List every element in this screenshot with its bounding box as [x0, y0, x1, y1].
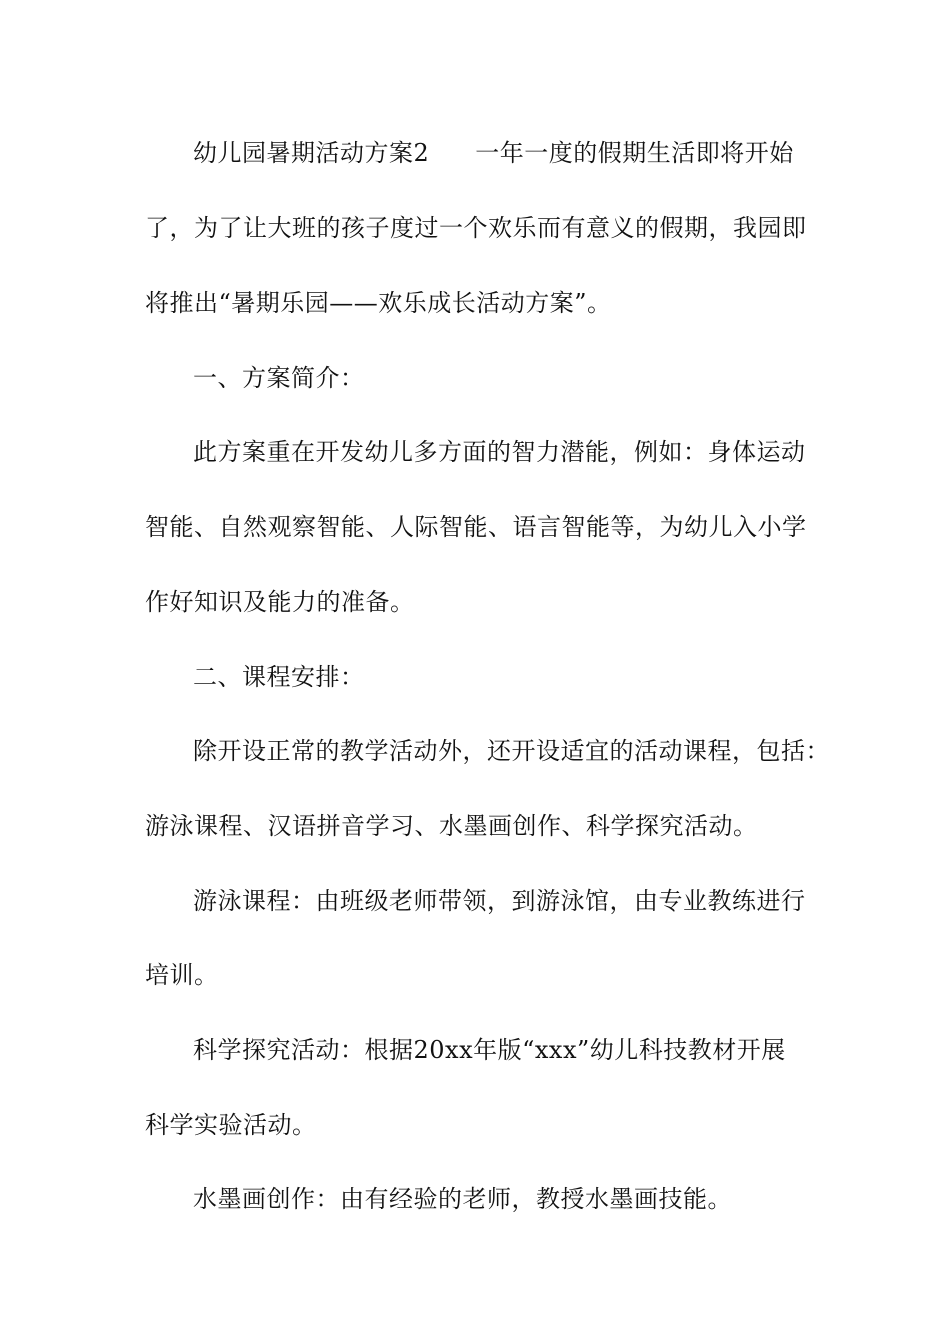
- paragraph-line: 科学探究活动：根据20xx年版“xxx”幼儿科技教材开展: [193, 1036, 786, 1064]
- paragraph-line: 了，为了让大班的孩子度过一个欢乐而有意义的假期，我园即: [145, 214, 807, 242]
- paragraph-line: 水墨画创作：由有经验的老师，教授水墨画技能。: [193, 1185, 732, 1213]
- paragraph-line: 游泳课程：由班级老师带领，到游泳馆，由专业教练进行: [193, 887, 806, 915]
- paragraph-line: 此方案重在开发幼儿多方面的智力潜能，例如：身体运动: [193, 438, 806, 466]
- paragraph-line: [193, 138, 794, 168]
- section-heading: 一、方案简介：: [193, 364, 365, 392]
- paragraph-line: 除开设正常的教学活动外，还开设适宜的活动课程，包括：: [193, 737, 830, 765]
- paragraph-line: 将推出“暑期乐园——欢乐成长活动方案”。: [145, 289, 612, 317]
- section-heading: 二、课程安排：: [193, 663, 365, 691]
- paragraph-line: 游泳课程、汉语拼音学习、水墨画创作、科学探究活动。: [145, 812, 758, 840]
- document-title: 幼儿园暑期活动方案2: [193, 139, 430, 167]
- paragraph-line: 培训。: [145, 961, 219, 989]
- paragraph-line: 科学实验活动。: [145, 1111, 317, 1139]
- paragraph-line: 作好知识及能力的准备。: [145, 588, 415, 616]
- paragraph-line: 智能、自然观察智能、人际智能、语言智能等，为幼儿入小学: [145, 513, 807, 541]
- intro-sentence-start: 一年一度的假期生活即将开始: [475, 139, 794, 167]
